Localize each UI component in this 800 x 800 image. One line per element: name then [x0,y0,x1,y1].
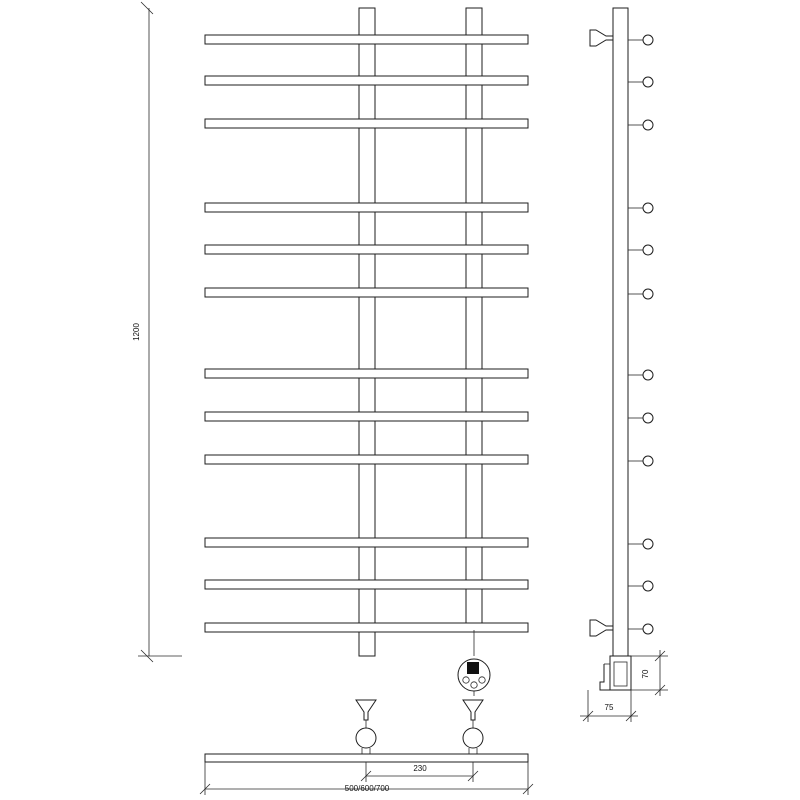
height-label: 1200 [132,323,141,341]
side-knob-icon [628,35,653,45]
side-knob-icon [628,624,653,634]
bracket-height-label: 70 [641,669,650,679]
side-knob-icon [628,203,653,213]
left-bracket-icon [356,700,376,754]
right-bracket-icon [463,700,483,754]
crossbar [205,369,528,378]
side-knob-icon [628,120,653,130]
crossbar [205,580,528,589]
side-knob-icon [628,581,653,591]
bracket-depth-dimension [580,690,638,722]
crossbar [205,203,528,212]
side-view [580,8,668,722]
crossbar [205,538,528,547]
side-knob-icon [628,456,653,466]
left-vertical-pipe [359,8,375,656]
side-knob-icon [628,289,653,299]
crossbar [205,119,528,128]
crossbar [205,35,528,44]
bracket-depth-label: 75 [604,703,614,712]
height-dimension [132,2,182,662]
heating-element-housing [600,656,631,690]
bottom-bar [205,754,528,762]
display-square [467,662,479,674]
crossbar [205,288,528,297]
pipe-spacing-dimension [361,762,478,782]
width-dimension [200,762,533,795]
thermostat-icon [458,630,490,696]
crossbar [205,623,528,632]
top-view [205,700,528,762]
front-view [205,8,528,656]
side-knob-icon [628,77,653,87]
crossbar [205,455,528,464]
side-knob-icon [628,413,653,423]
side-knob-icon [628,370,653,380]
side-knob-icon [628,539,653,549]
top-wall-mount-icon [590,30,613,46]
bottom-wall-mount-icon [590,620,613,636]
pipe-spacing-label: 230 [413,764,427,773]
right-vertical-pipe [466,8,482,630]
crossbar [205,245,528,254]
bracket-height-dimension [631,650,668,696]
side-pipe [613,8,628,656]
width-label: 500/600/700 [344,784,390,793]
side-knobs [628,35,653,634]
crossbar [205,76,528,85]
crossbar [205,412,528,421]
side-knob-icon [628,245,653,255]
